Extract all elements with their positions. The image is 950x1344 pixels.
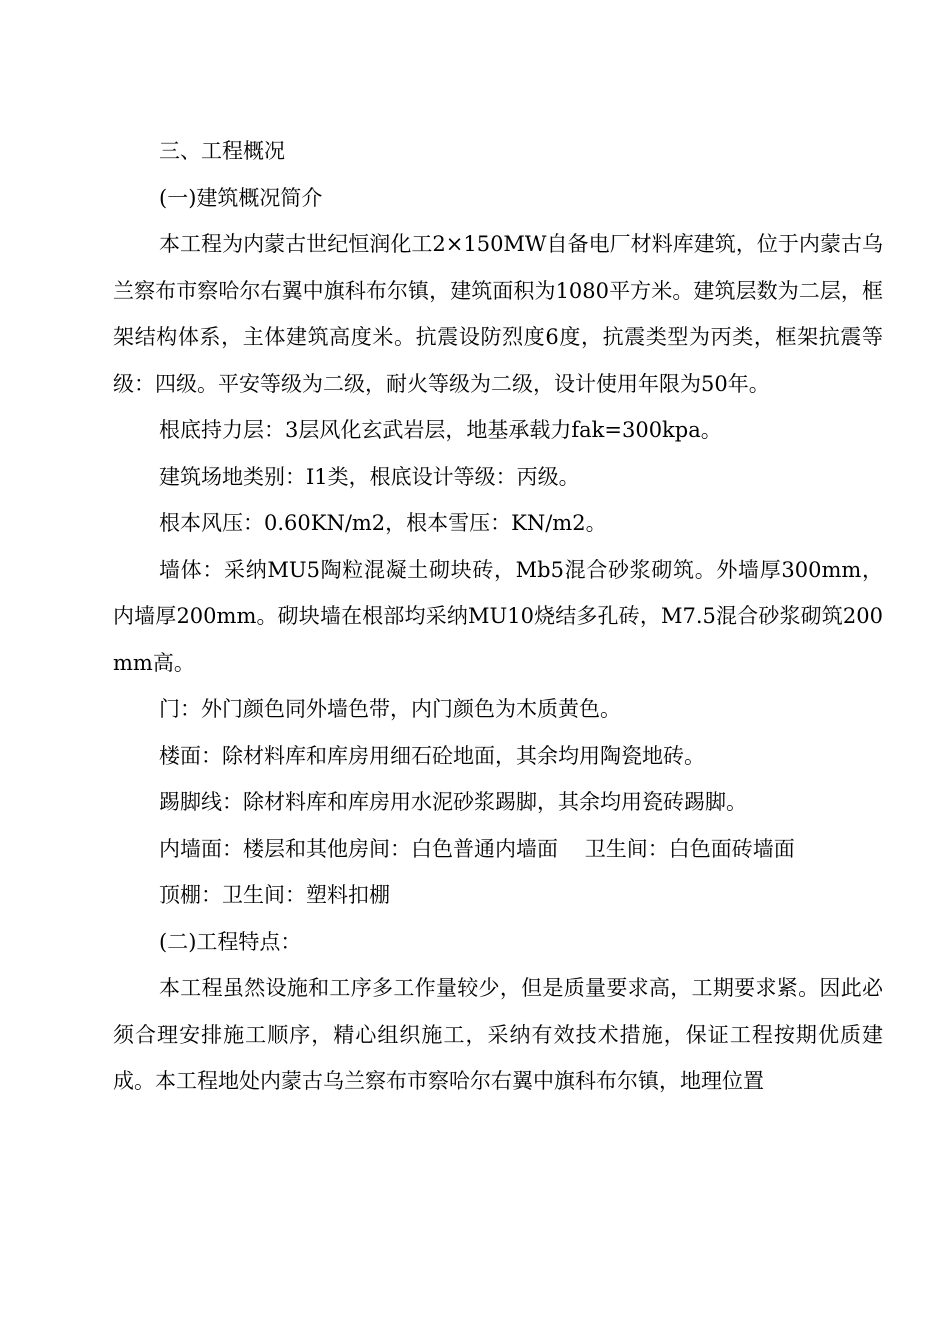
- subsection-title-features: (二)工程特点：: [159, 929, 302, 954]
- paragraph-ceiling: 顶棚：卫生间：塑料扣棚: [159, 883, 390, 907]
- paragraph-door: 门：外门颜色同外墙色带，内门颜色为木质黄色。: [159, 697, 621, 721]
- paragraph-features: 本工程虽然设施和工序多工作量较少，但是质量要求高，工期要求紧。因此必须合理安排施工顺序，精心组织施工，采纳有效技术措施，保证工程按期优质建成。本工程地处内蒙古乌兰察布市察哈尔右翼中旗科布尔镇，地理位置: [113, 976, 883, 1093]
- paragraph-wall: 墙体：采纳MU5陶粒混凝土砌块砖，Mb5混合砂浆砌筑。外墙厚300mm，内墙厚200mm。砌块墙在根部均采纳MU10烧结多孔砖，M7.5混合砂浆砌筑200mm高。: [113, 557, 883, 675]
- paragraph-interior-wall: 内墙面：楼层和其他房间：白色普通内墙面 卫生间：白色面砖墙面: [159, 836, 795, 861]
- document-body: [113, 128, 883, 1105]
- paragraph-wind-snow-load: 根本风压：0.60KN/m2，根本雪压：KN/m2。: [159, 511, 607, 535]
- subsection-title-overview: (一)建筑概况简介: [159, 185, 323, 210]
- paragraph-intro: 本工程为内蒙古世纪恒润化工2×150MW自备电厂材料库建筑，位于内蒙古乌兰察布市察哈尔右翼中旗科布尔镇，建筑面积为1080平方米。建筑层数为二层，框架结构体系，主体建筑高度米。抗震设防烈度6度，抗震类型为丙类，框架抗震等级：四级。平安等级为二级，耐火等级为二级，设计使用年限为50年。: [113, 232, 883, 396]
- paragraph-site-class: 建筑场地类别：I1类，根底设计等级：丙级。: [159, 464, 580, 489]
- paragraph-foundation: 根底持力层：3层风化玄武岩层，地基承载力fak=300kpa。: [159, 418, 722, 442]
- paragraph-skirting: 踢脚线：除材料库和库房用水泥砂浆踢脚，其余均用瓷砖踢脚。: [159, 790, 747, 814]
- paragraph-floor: 楼面：除材料库和库房用细石砼地面，其余均用陶瓷地砖。: [159, 743, 705, 768]
- section-title: 三、工程概况: [159, 139, 285, 163]
